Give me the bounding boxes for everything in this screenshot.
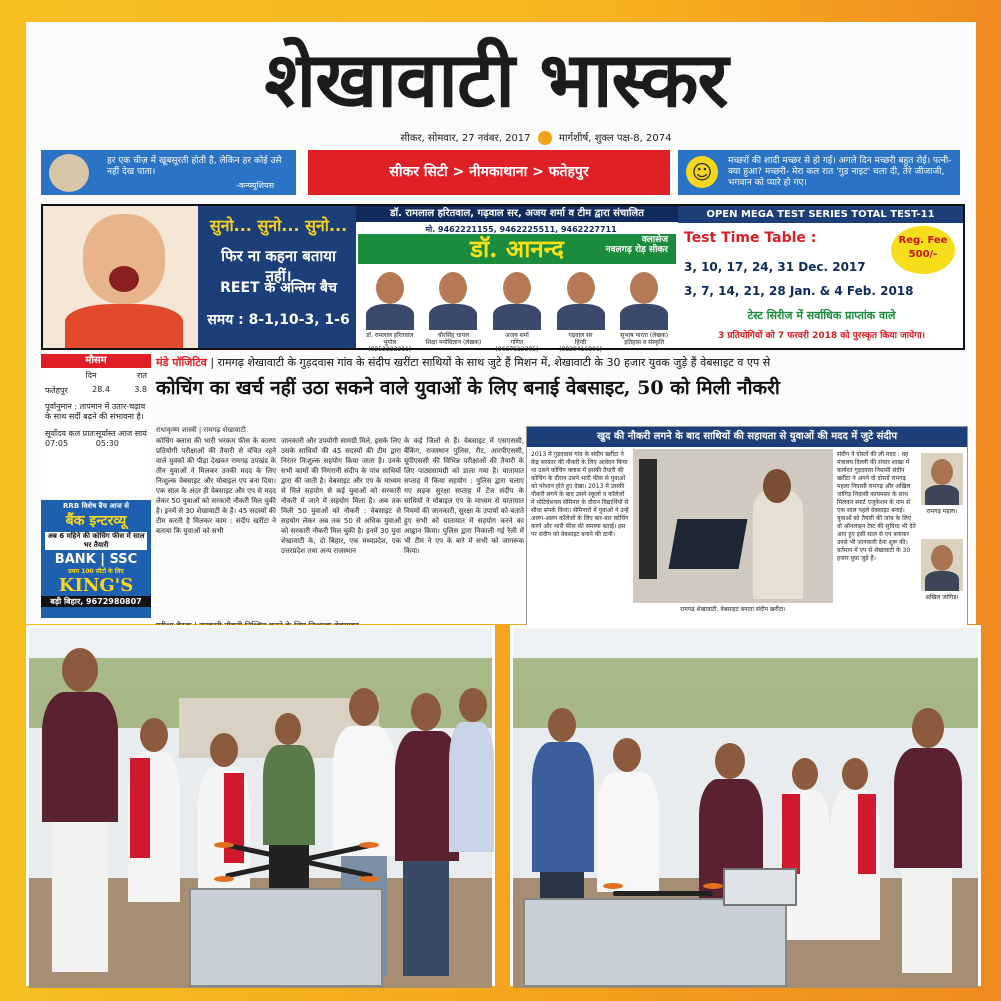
team-member	[553, 268, 609, 353]
reet-batch-panel	[198, 206, 356, 348]
team-member-name: चौरसिंह धायल	[437, 332, 470, 339]
speaker	[639, 459, 657, 579]
coaching-advertisement	[41, 204, 965, 353]
weather-header-row	[41, 368, 151, 383]
kicker-text: रामगढ़ शेखावाटी के गुड़दवास गांव के संदीप खरींटा साथियों के साथ जुटे हैं मिशन में, शेखावाटी के 30 हजार युवक जुड़े हैं वेबसाइट व एप से	[217, 356, 771, 369]
newspaper-clipping	[26, 22, 976, 624]
kid-shirt	[65, 304, 183, 348]
reet-timings: समय : 8-1,10-3, 1-6	[207, 312, 350, 328]
photo-box-text: 2013 में गुड़दवास गांव के संदीप खरींटा ने केंद्र सरकार की नौकरी के लिए आवेदन किया था उसने कोचिंग क्लास में इसकी तैयारी की कोचिंग के दौरान उसने भारी फीस से युवाओं को परेशान होते हुए देखा। 2013 में उसकी नौकरी लगने के बाद उसने स्कूलों व कॉलेजों में मोटिवेशनल सेमिनार के दौरान विद्यार्थियों से सीधा संपर्क किया। सेमिनारों में युवाओं ने उन्हें अलग-अलग कॉलेजों के लिए बार-बार कोचिंग करने और भारी फीस की समस्या बताई। इस पर संदीप को वेबसाइट बनाने की ठानी।	[531, 451, 629, 538]
joke-text: मच्छरों की शादी मच्छर से हो गई। अगले दिन मच्छरी बहुत रोई। पत्नी- क्या हुआ? मच्छरी- मेरा कल रात 'गुड नाइट' चला दी, तेरे जीजाजी, भगवान को प्यारे हो गए।	[728, 156, 952, 188]
edition-city-neemkathana: नीमकाथाना	[469, 164, 528, 180]
photo-caption: रामगढ़ शेखावाटी. वेबसाइट बनाता संदीप खरींटा।	[680, 606, 786, 613]
team-member-sub: इतिहास व संस्कृति	[624, 339, 665, 346]
leftad-bank-ssc: BANK | SSC	[54, 552, 138, 567]
photo-box-right-text: संदीप ने दोस्तों की ली मदद : वह मंत्रालय दिल्ली की संचार शाखा में कार्यरत गुड़दवास निवासी संदीप खरींटा ने अपने दो दोस्तों रामगढ़ महला निवासी रामगढ़ और अखिल जांगिड़ निवासी कायमसर के साथ मिलकर स्मार्ट एजुकेशन के नाम से एक साल पहले वेबसाइट बनाई। युवाओं को तैयारी की जांच के लिए वो ऑनलाइन टेस्ट की सुविधा भी देते आए हुए इसी साल से एप बनाकर उनसे भी जानकारी देना शुरू की। वर्तमान में एप से शेखावाटी के 30 हजार युवा जुड़े हैं।	[837, 451, 916, 562]
man-body	[753, 489, 803, 599]
test-prize-line-2: 3 प्रतियोगियों को 7 फरवरी 2018 को पुरस्कृत किया जायेगा।	[717, 331, 926, 341]
sun-icon	[538, 131, 552, 145]
coaching-place-1: क्लासेज	[641, 235, 668, 245]
thought-box	[41, 150, 296, 195]
laptop	[669, 519, 748, 569]
drone-model	[214, 828, 384, 898]
girl-student	[828, 758, 883, 978]
team-member-sub: हिन्दी (9829416801)	[559, 339, 602, 353]
story-column-2: जानकारी और उपयोगी सामग्री मिले, इसके लिए उसके साथियों की 45 सदस्यों की टीम द्वारा निरंतर निःशुल्क सहयोग किया जाता है। उनके सभी कामों की निगरानी संदीप के पांच साथियों द्वारा की जाती है। वेबसाइट और एप के माध्यम से मिले सहयोग से कई युवाओं को सरकारी नौकरी में जाने में सहयोग मिला है। अब तक मिली 50 युवाओं को नौकरी : वेबसाइट से सहयोग लेकर अब तक 50 से अधिक युवाओं को सरकारी नौकरी मिल चुकी है। इनमें 30 युवा शेखावाटी के, दो बिहार, एक मध्यप्रदेश, एक उत्तरप्रदेश तथा अन्य राजस्थान	[281, 437, 401, 555]
kicker-label: मंडे पॉजिटिव	[156, 356, 207, 369]
photo-box-heading: खुद की नौकरी लगने के बाद साथियों की सहायता से युवाओं की मदद में जुटे संदीप	[527, 427, 967, 447]
confucius-portrait	[49, 154, 89, 192]
sun-times-row	[41, 426, 151, 450]
joke-box	[678, 150, 960, 195]
edition-city-fatehpur: फतेहपुर	[548, 164, 589, 180]
coaching-header: डॉ. रामलाल हरितवाल, गढ़वाल सर, अजय शर्मा व टीम द्वारा संचालित	[356, 206, 678, 222]
weather-title: मौसम	[41, 354, 151, 368]
coaching-phone: मो. 9462221155, 9462225511, 9462227711	[425, 225, 617, 234]
sunrise-time: सूर्योदय कल प्रातः 07:05	[45, 429, 96, 448]
coaching-name: डॉ. आनन्द	[358, 234, 676, 264]
edition-strip: सीकर सिटी > नीमकाथाना > फतेहपुर	[308, 150, 670, 195]
weather-day-temp: 28.4	[92, 385, 110, 394]
test-dates-2017: 3, 10, 17, 24, 31 Dec. 2017	[684, 260, 866, 274]
leftad-seats: प्रथम 100 सीटों के लिए	[68, 568, 124, 575]
story-column-3: के कई जिलों से हैं। वेबसाइट में एसएससी, बैंकिंग, राजस्थान पुलिस, रीट, आरपीएससी, यूपीएससी की विभिन्न परीक्षाओं की तैयारी के लिए पाठ्यसामग्री को डाला गया है। यातायात सप्ताह में किया सहयोग : पुलिस द्वारा चलाए गए सड़क सुरक्षा सप्ताह में टेंज संदीप के साथियों ने मोबाइल एप के माध्यम से यातायात नियमों की जानकारी, सुरक्षा के उपायों को बताते हुए सभी को यातायात में सहयोग करने का आह्वान किया। पुलिस द्वारा निकाली गई रैली में भी टीम ने एप के बारे में सभी को जागरूक किया।	[404, 437, 524, 555]
story-kicker: मंडे पॉजिटिव | रामगढ़ शेखावाटी के गुड़दवास गांव के संदीप खरींटा साथियों के साथ जुटे हैं मिशन में, शेखावाटी के 30 हजार युवक जुड़े हैं वेबसाइट व एप से	[156, 356, 771, 369]
portrait-ramgarh-mahla	[921, 453, 963, 505]
reet-line-2: फिर ना कहना बताया नहीं।	[221, 247, 336, 285]
test-timetable-label: Test Time Table :	[684, 230, 817, 246]
sunset-time: सूर्यास्त आज सायं 05:30	[95, 429, 147, 448]
leftad-bank-interview: बैंक इन्टरव्यू	[65, 513, 127, 529]
coaching-panel	[356, 206, 678, 353]
leftad-kings: KING'S	[58, 575, 134, 596]
bank-ssc-advertisement	[41, 500, 151, 618]
test-series-header: OPEN MEGA TEST SERIES TOTAL TEST-11	[678, 206, 963, 223]
team-member-sub: भूगोल (9252222211)	[368, 339, 412, 353]
dateline-date: सीकर, सोमवार, 27 नवंबर, 2017	[400, 133, 531, 144]
reet-line-1: सुनो... सुनो... सुनो...	[209, 216, 348, 235]
weather-night-temp: 3.8	[134, 385, 147, 394]
story-byline: राधाकृष्ण शास्त्री | रामगढ़ शेखावाटी	[156, 426, 246, 434]
kid-mouth	[109, 266, 139, 292]
drone-demo-photo-left	[26, 625, 495, 986]
weather-box	[41, 354, 151, 496]
weather-row	[41, 383, 151, 398]
sandeep-at-laptop-photo	[633, 449, 833, 603]
team-member	[616, 268, 672, 348]
test-series-panel	[678, 206, 963, 348]
team-member-sub: गणित (9667612305)	[495, 339, 539, 353]
test-prize-line-1: टेस्ट सिरीज में सर्वाधिक प्राप्तांक वाले	[747, 309, 896, 322]
portrait-caption-1: रामगढ़ महला।	[926, 508, 958, 515]
edition-city-sikar: सीकर सिटी	[389, 164, 448, 180]
coaching-place	[606, 235, 668, 255]
team-member-name: अजय शर्मा	[505, 332, 529, 339]
team-member	[362, 268, 418, 353]
cameraman	[449, 688, 494, 948]
weather-col-day: दिन	[85, 371, 97, 380]
leftad-offer: अब 6 महिने की कोचिंग फीस में साल भर तैयारी	[45, 532, 147, 550]
shouting-kid-image	[43, 206, 198, 348]
story-photo-box	[526, 426, 968, 626]
coaching-place-2: नवलगढ़ रोड़ सीकर	[605, 245, 668, 255]
portrait-akhil-jangid	[921, 539, 963, 591]
officer-person	[34, 648, 124, 978]
drone-model	[603, 873, 723, 913]
coaching-team	[358, 268, 676, 353]
demo-table	[189, 888, 383, 987]
man-head	[763, 469, 791, 503]
reet-line-3: REET के अन्तिम बैच	[220, 280, 337, 296]
leftad-rrb: RRB विशेष बैच आज से	[63, 502, 129, 510]
smiley-icon: ☺	[686, 156, 718, 188]
leftad-contact: बड़ी बिहार, 9672980807	[41, 596, 151, 607]
dateline-hindu-date: मार्गशीर्ष, शुक्ल पक्ष-8, 2074	[558, 133, 672, 144]
girl-student	[124, 718, 184, 978]
story-column-1: कोचिंग क्लास की भारी भरकम फीस के कारण प्रतियोगी परीक्षाओं की तैयारी से वंचित रहने वाले युवकों की पीड़ा देखकर रामगढ़ उपखंड के तीन युवाओं ने मिलकर उनकी मदद के लिए निःशुल्क वेबसाइट और मोबाइल एप बना दिया। एक साल के अंदर ही वेबसाइट और एप से मदद लेकर 50 युवाओं को सरकारी नौकरी मिल चुकी है। इनमें से 30 शेखावाटी के हैं। 45 सदस्यों की टीम करती है मिलकर काम : संदीप खरींटा ने बताया कि युवाओं को सभी	[156, 437, 276, 535]
dateline	[386, 130, 686, 145]
team-member	[489, 268, 545, 353]
thought-author: -कन्फ्यूशियस	[236, 181, 274, 190]
team-member-name: गढ़वाल सर	[568, 332, 593, 339]
team-member-sub: शिक्षा मनोविज्ञान (लेखक)	[425, 339, 482, 346]
weather-col-night: रात	[137, 371, 147, 380]
team-member	[425, 268, 481, 348]
team-member-name: डॉ. रामलाल हरितवाल	[366, 332, 414, 339]
registration-fee-badge: Reg. Fee 500/-	[891, 226, 955, 274]
weather-city: फतेहपुर	[45, 386, 68, 395]
laptop	[723, 868, 797, 906]
drone-demo-photo-right	[510, 625, 981, 986]
story-headline: कोचिंग का खर्च नहीं उठा सकने वाले युवाओं के लिए बनाई वेबसाइट, 50 को मिली नौकरी	[156, 377, 780, 399]
thought-text: हर एक चीज़ में खूबसूरती होती है, लेकिन हर कोई उसे नहीं देख पाता।	[107, 156, 282, 177]
portrait-caption-2: अखिल जांगिड़।	[925, 594, 959, 601]
test-dates-2018: 3, 7, 14, 21, 28 Jan. & 4 Feb. 2018	[684, 284, 914, 298]
weather-forecast: पूर्वानुमान : तापमान में उतार-चढ़ाव के साथ सर्दी बढ़ने की संभावना है।	[45, 402, 146, 421]
officer-person	[888, 708, 968, 978]
team-member-name: सुभाष पारता (लेखक)	[620, 332, 669, 339]
masthead: शेखावाटी भास्कर	[264, 35, 728, 124]
